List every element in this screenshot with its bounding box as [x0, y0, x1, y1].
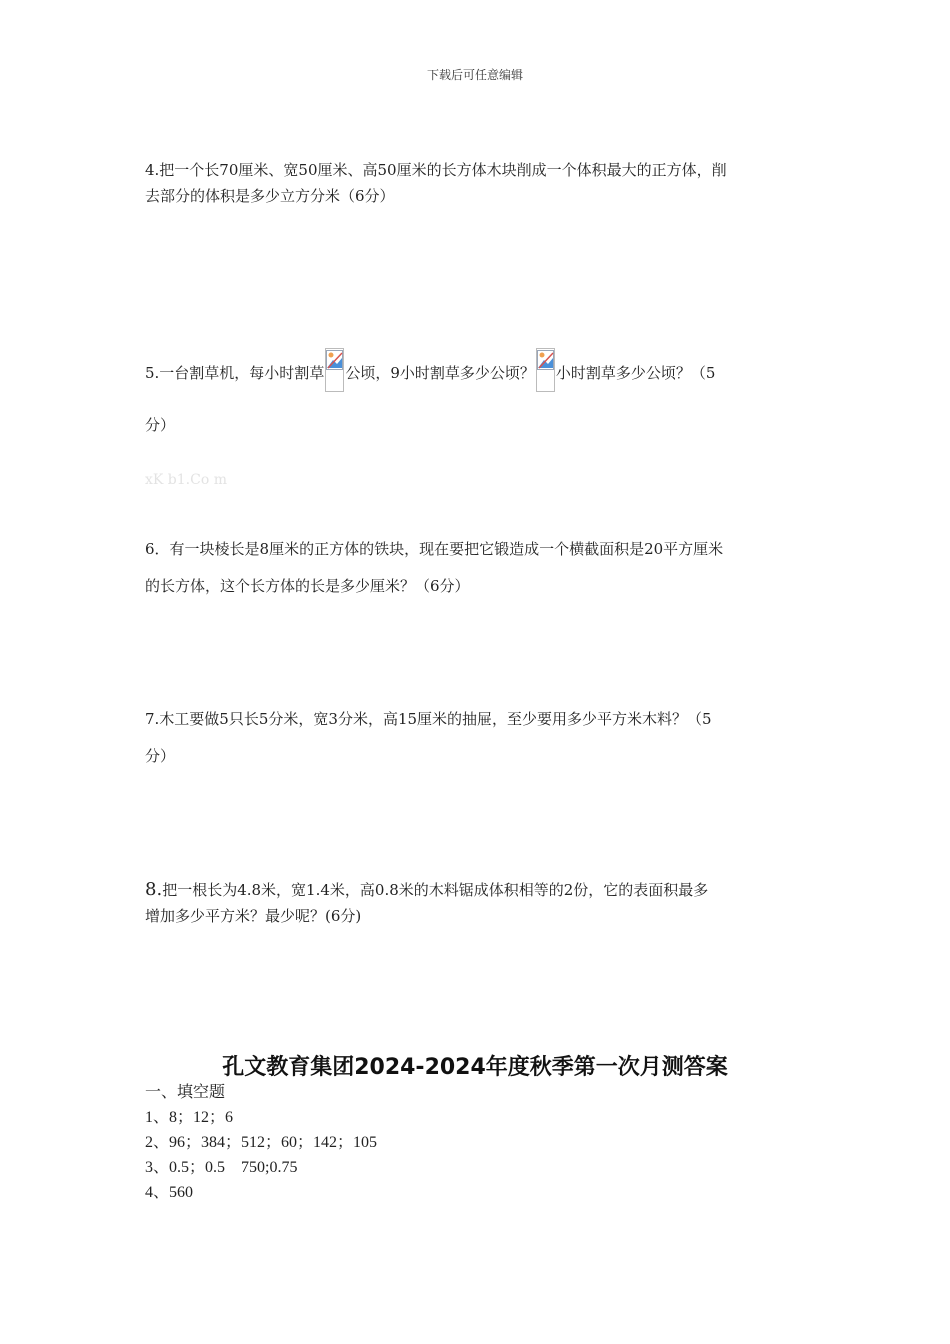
question-7-line-2: 分） [145, 747, 176, 765]
question-7 [145, 701, 810, 775]
question-5-line-1 [145, 348, 810, 392]
answer-item: 1、8；12；6 [145, 1109, 234, 1126]
question-4-line-2: 去部分的体积是多少立方分米（6分） [145, 187, 395, 205]
question-5-part-1: 5.一台割草机，每小时割草 [145, 364, 325, 382]
question-4-line-1: 4.把一个长70厘米、宽50厘米、高50厘米的长方体木块削成一个体积最大的正方体，削 [145, 161, 727, 179]
question-6 [145, 531, 810, 605]
question-6-line-2: 的长方体，这个长方体的长是多少厘米？（6分） [145, 577, 470, 595]
answer-title: 孔文教育集团2024-2024年度秋季第一次月测答案 [222, 1055, 728, 1080]
question-8-line-1 [145, 877, 810, 903]
question-5-part-2: 公顷，9小时割草多少公顷？ [345, 364, 535, 382]
answer-item: 4、560 [145, 1184, 194, 1201]
question-7-line-1: 7.木工要做5只长5分米，宽3分米，高15厘米的抽屉，至少要用多少平方米木料？（5 [145, 710, 712, 728]
question-8-number: 8. [145, 879, 163, 900]
watermark-text: xK b1.Co m [145, 472, 227, 488]
broken-image-icon [536, 348, 555, 392]
question-8 [145, 877, 810, 929]
question-4 [145, 157, 810, 209]
question-5 [145, 348, 810, 442]
question-5-line-2: 分） [145, 416, 176, 434]
answer-item: 3、0.5；0.5 750;0.75 [145, 1159, 298, 1176]
page-header: 下载后可任意编辑 [426, 68, 523, 82]
answer-list [145, 1080, 377, 1205]
answer-section-heading: 一、填空题 [145, 1084, 226, 1101]
answer-item: 2、96；384；512；60；142；105 [145, 1134, 378, 1151]
question-8-text: 把一根长为4.8米，宽1.4米，高0.8米的木料锯成体积相等的2份，它的表面积最多 [162, 881, 709, 899]
broken-image-icon [325, 348, 344, 392]
question-6-line-1: 6．有一块棱长是8厘米的正方体的铁块，现在要把它锻造成一个横截面积是20平方厘米 [145, 540, 724, 558]
question-8-line-2: 增加多少平方米？最少呢？(6分) [145, 907, 362, 925]
question-5-part-3: 小时割草多少公顷？（5 [555, 364, 716, 382]
